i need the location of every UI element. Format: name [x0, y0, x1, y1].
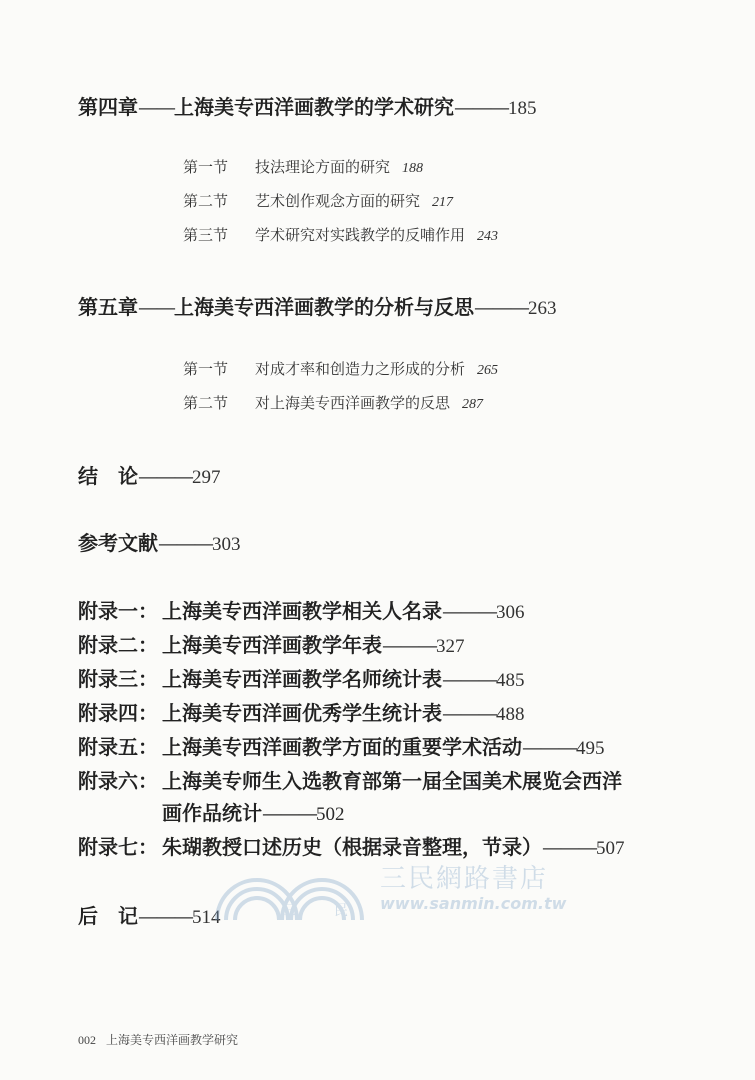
running-title: 上海美专西洋画教学研究	[106, 1033, 239, 1047]
appendix-label: 附录二：	[78, 633, 158, 657]
appendix-entry	[78, 697, 525, 726]
page-number: 297	[192, 467, 221, 488]
appendix-title: 上海美专西洋画优秀学生统计表	[162, 701, 442, 725]
leader-dash: ———	[474, 295, 528, 319]
conclusion-entry	[78, 460, 221, 489]
sanmin-watermark	[212, 858, 572, 928]
section-entry	[183, 358, 498, 379]
section-entry	[183, 156, 423, 177]
section-label: 第一节	[183, 360, 229, 378]
watermark-char: 民	[334, 903, 348, 919]
leader-dash: ———	[442, 701, 496, 725]
chapter-label: 第五章	[78, 295, 138, 319]
page-number: 488	[496, 704, 525, 725]
leader-dash: ———	[382, 633, 436, 657]
page-number: 485	[496, 670, 525, 691]
leader-dash: ———	[454, 95, 508, 119]
page-number: 507	[596, 838, 625, 859]
appendix-title: 上海美专西洋画教学年表	[162, 633, 382, 657]
appendix-entry	[78, 663, 525, 692]
watermark-brand: 三民網路書店	[380, 864, 549, 894]
page-number: 327	[436, 636, 465, 657]
page-number: 265	[477, 363, 499, 378]
page-footer	[78, 1031, 238, 1048]
chapter-dash: ——	[138, 295, 174, 319]
appendix-title: 上海美专西洋画教学方面的重要学术活动	[162, 735, 522, 759]
appendix-entry	[78, 629, 465, 658]
appendix-label: 附录六：	[78, 769, 158, 793]
page-number: 502	[316, 804, 345, 825]
references-label: 参考文献	[78, 531, 158, 555]
section-label: 第一节	[183, 158, 229, 176]
conclusion-label: 结 论	[78, 464, 138, 488]
chapter-dash: ——	[138, 95, 174, 119]
leader-dash: ———	[522, 735, 576, 759]
appendix-title: 朱瑚教授口述历史（根据录音整理，节录）	[162, 835, 542, 859]
chapter-label: 第四章	[78, 95, 138, 119]
section-label: 第三节	[183, 226, 229, 244]
appendix-title: 上海美专西洋画教学名师统计表	[162, 667, 442, 691]
chapter-title: 上海美专西洋画教学的学术研究	[174, 95, 454, 119]
section-entry	[183, 190, 453, 211]
watermark-char: 三	[282, 903, 296, 919]
appendix-entry	[78, 731, 605, 760]
page-number: 263	[528, 298, 557, 319]
page-number: 306	[496, 602, 525, 623]
appendix-title-continuation	[162, 797, 345, 826]
leader-dash: ———	[442, 667, 496, 691]
appendix-entry	[78, 831, 625, 860]
leader-dash: ———	[138, 904, 192, 928]
section-title: 学术研究对实践教学的反哺作用	[255, 226, 466, 244]
appendix-label: 附录五：	[78, 735, 158, 759]
section-title: 艺术创作观念方面的研究	[255, 192, 421, 210]
section-title: 技法理论方面的研究	[255, 158, 391, 176]
page-number: 303	[212, 534, 241, 555]
section-entry	[183, 224, 498, 245]
chapter-title: 上海美专西洋画教学的分析与反思	[174, 295, 474, 319]
appendix-entry	[78, 765, 622, 794]
page-number: 217	[432, 195, 454, 210]
references-entry	[78, 527, 241, 556]
appendix-title: 画作品统计	[162, 801, 262, 825]
appendix-label: 附录三：	[78, 667, 158, 691]
section-title: 对上海美专西洋画教学的反思	[255, 394, 451, 412]
page-number: 243	[477, 229, 499, 244]
appendix-label: 附录四：	[78, 701, 158, 725]
leader-dash: ———	[158, 531, 212, 555]
page-number: 495	[576, 738, 605, 759]
section-title: 对成才率和创造力之形成的分析	[255, 360, 466, 378]
leader-dash: ———	[542, 835, 596, 859]
appendix-label: 附录一：	[78, 599, 158, 623]
section-label: 第二节	[183, 394, 229, 412]
leader-dash: ———	[442, 599, 496, 623]
leader-dash: ———	[138, 464, 192, 488]
page-number: 188	[402, 161, 424, 176]
leader-dash: ———	[262, 801, 316, 825]
appendix-title: 上海美专师生入选教育部第一届全国美术展览会西洋	[162, 769, 622, 793]
watermark-logo-icon	[212, 858, 382, 928]
folio-number: 002	[78, 1033, 96, 1047]
afterword-label: 后 记	[78, 904, 138, 928]
appendix-title: 上海美专西洋画教学相关人名录	[162, 599, 442, 623]
page-number: 287	[462, 397, 484, 412]
watermark-url: www.sanmin.com.tw	[380, 894, 567, 913]
page-number: 514	[192, 907, 221, 928]
chapter-5-heading	[78, 291, 557, 320]
section-label: 第二节	[183, 192, 229, 210]
chapter-4-heading	[78, 91, 537, 120]
page-number: 185	[508, 98, 537, 119]
appendix-label: 附录七：	[78, 835, 158, 859]
appendix-entry	[78, 595, 525, 624]
afterword-entry	[78, 900, 221, 929]
section-entry	[183, 392, 483, 413]
